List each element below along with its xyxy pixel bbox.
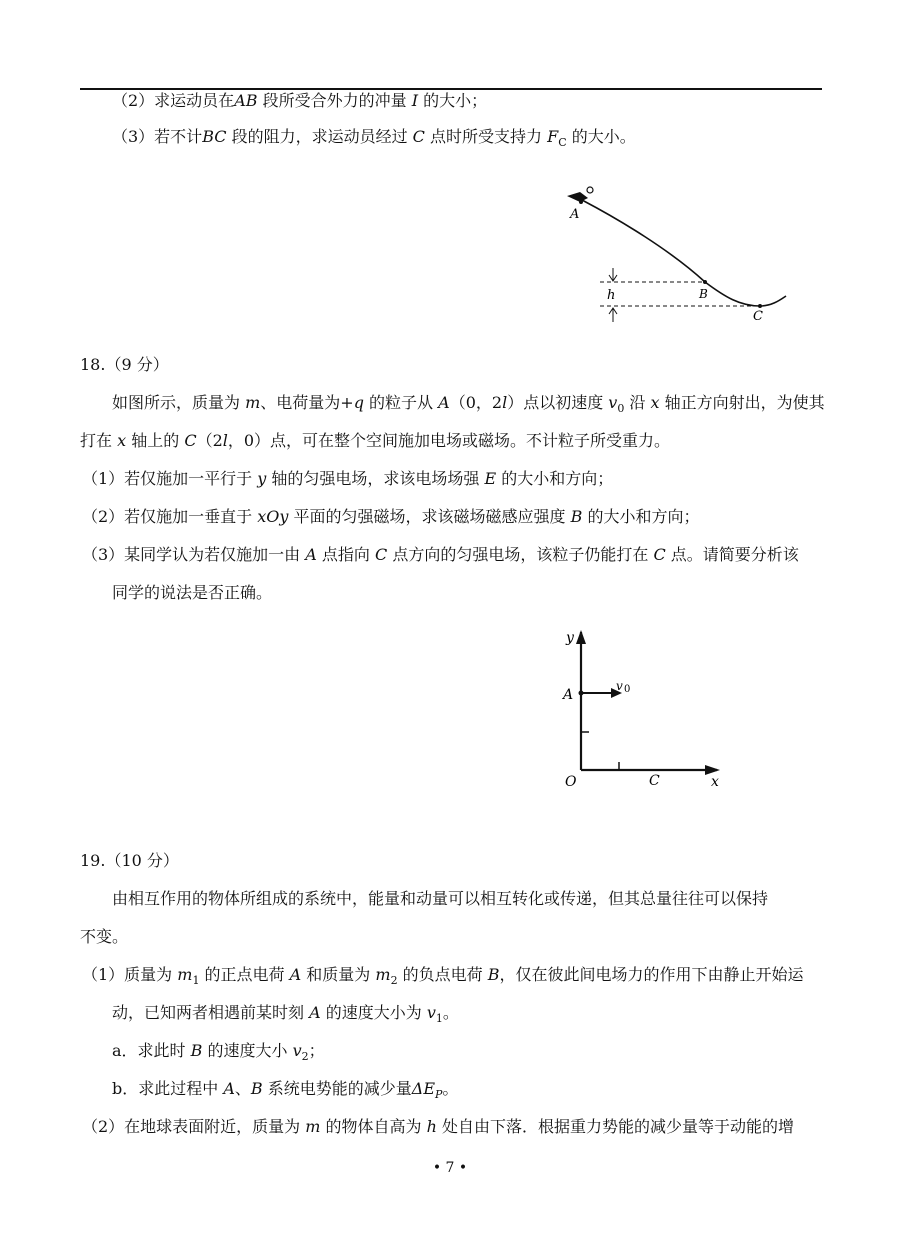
- q17-part2: （2）求运动员在AB 段所受合外力的冲量 I 的大小；: [112, 91, 488, 110]
- label-c: C: [753, 309, 763, 324]
- q19-part-a: a．求此时 B 的速度大小 $v_2$；: [112, 1041, 325, 1064]
- label-v: v: [616, 679, 623, 693]
- skier-icon: [567, 192, 588, 202]
- q19-stem-line2: 不变。: [80, 927, 129, 946]
- q18-stem-line1: 如图所示，质量为 m、电荷量为+q 的粒子从 A（0，2l）点以初速度 $v_0$ 沿 x 轴正方向射出，为使其: [112, 393, 825, 416]
- label-y: y: [566, 630, 574, 646]
- point-a: [579, 200, 583, 204]
- label-h: h: [607, 288, 616, 303]
- coordinate-figure: [555, 622, 745, 797]
- q19-part1-line2: 动，已知两者相遇前某时刻 A 的速度大小为 $v_1$。: [112, 1003, 459, 1026]
- header-rule: [80, 88, 822, 90]
- q18-stem-line2: 打在 x 轴上的 C（2l，0）点，可在整个空间施加电场或磁场。不计粒子所受重力。: [80, 431, 671, 450]
- q18-part3-line1: （3）某同学认为若仅施加一由 A 点指向 C 点方向的匀强电场，该粒子仍能打在 C 点。请简要分析该: [82, 545, 799, 564]
- skier-head-icon: [587, 187, 593, 193]
- q19-part2: （2）在地球表面附近，质量为 m 的物体自高为 h 处自由下落．根据重力势能的减少量等于动能的增: [82, 1117, 795, 1136]
- q19-part1-line1: （1）质量为 $m_1$ 的正点电荷 A 和质量为 $m_2$ 的负点电荷 B，仅在彼此间电场力的作用下由静止开始运: [82, 965, 804, 988]
- q19-stem-line1: 由相互作用的物体所组成的系统中，能量和动量可以相互转化或传递，但其总量往往可以保持: [112, 889, 769, 908]
- label-c: C: [649, 773, 660, 789]
- label-a: A: [570, 207, 580, 222]
- q18-part1: （1）若仅施加一平行于 y 轴的匀强电场，求该电场场强 E 的大小和方向；: [82, 469, 614, 488]
- q18-part3-line2: 同学的说法是否正确。: [112, 583, 273, 602]
- point-a: [579, 691, 584, 696]
- page-number: • 7 •: [432, 1160, 468, 1176]
- y-arrowhead: [576, 630, 586, 644]
- label-b: B: [699, 287, 708, 301]
- q17-part3: （3）若不计BC 段的阻力，求运动员经过 C 点时所受支持力 $F_C$ 的大小。: [112, 127, 636, 150]
- label-a: A: [563, 687, 574, 703]
- q19-heading: 19.（10 分）: [80, 851, 179, 870]
- q19-part-b: b．求此过程中 A、B 系统电势能的减少量$\Delta E_P$。: [112, 1079, 459, 1102]
- label-o: O: [565, 774, 577, 790]
- label-v-sub: 0: [624, 684, 631, 695]
- q18-heading: 18.（9 分）: [80, 355, 169, 374]
- label-x: x: [711, 774, 719, 790]
- q18-part2: （2）若仅施加一垂直于 xOy 平面的匀强磁场，求该磁场磁感应强度 B 的大小和方向；: [82, 507, 700, 526]
- ski-slope-figure: [560, 180, 800, 325]
